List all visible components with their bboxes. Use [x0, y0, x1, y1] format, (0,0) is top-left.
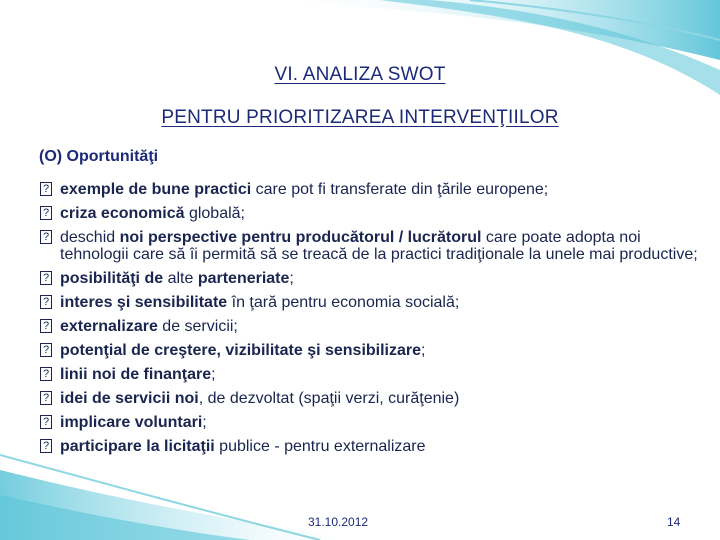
bullet-text-bold: noi perspective pentru producătorul / lucrătorul	[119, 229, 482, 246]
bullet-text: , de dezvoltat (spaţii verzi, curăţenie)	[198, 390, 460, 407]
bullet-text: globală;	[184, 205, 245, 222]
missing-glyph-bullet-icon	[40, 415, 52, 429]
missing-glyph-bullet-icon	[40, 391, 52, 405]
bullet-text-bold: idei de servicii noi	[60, 390, 199, 407]
slide-title: VI. ANALIZA SWOT	[274, 64, 446, 85]
missing-glyph-bullet-icon	[40, 343, 52, 357]
bullet-text-bold: externalizare	[60, 318, 158, 335]
bullet-text: deschid	[60, 229, 120, 246]
section-heading: (O) Oportunităţi	[39, 148, 159, 165]
bullet-item	[40, 205, 700, 222]
bullet-text-bold: participare la licitaţii	[60, 438, 215, 455]
bullet-text: ;	[289, 270, 294, 287]
bullet-item	[40, 414, 700, 431]
missing-glyph-bullet-icon	[40, 271, 52, 285]
bullet-text-bold: implicare voluntari	[60, 414, 203, 431]
bullet-text-bold: parteneriate	[197, 270, 290, 287]
bullet-text: alte	[163, 270, 198, 287]
bullet-text: care poate adopta noi tehnologii care să îi permită să se treacă de la practici tradiţionale la unele mai productive;	[60, 229, 698, 263]
page-number: 14	[667, 515, 681, 529]
bullet-item	[40, 318, 700, 335]
missing-glyph-bullet-icon	[40, 182, 52, 196]
footer-date: 31.10.2012	[308, 515, 369, 529]
bullet-item	[40, 366, 700, 383]
bullet-text: în ţară pentru economia socială;	[227, 294, 460, 311]
bullet-item	[40, 270, 700, 287]
bullet-item	[40, 342, 700, 359]
bullet-text-bold: posibilităţi de	[60, 270, 164, 287]
bullet-list	[40, 181, 700, 462]
bullet-item	[40, 229, 700, 263]
bullet-item	[40, 294, 700, 311]
bullet-text: care pot fi transferate din ţările europene;	[251, 181, 549, 198]
bullet-item	[40, 390, 700, 407]
bullet-text: de servicii;	[157, 318, 238, 335]
bullet-text-bold: exemple de bune practici	[60, 181, 252, 198]
bullet-text-bold: interes şi sensibilitate	[60, 294, 228, 311]
bullet-text: ;	[421, 342, 426, 359]
bullet-text-bold: criza economică	[60, 205, 185, 222]
bullet-text: ;	[202, 414, 207, 431]
missing-glyph-bullet-icon	[40, 230, 52, 244]
missing-glyph-bullet-icon	[40, 206, 52, 220]
bullet-text-bold: linii noi de finanţare	[60, 366, 212, 383]
missing-glyph-bullet-icon	[40, 439, 52, 453]
missing-glyph-bullet-icon	[40, 319, 52, 333]
bullet-text: publice - pentru externalizare	[214, 438, 426, 455]
missing-glyph-bullet-icon	[40, 367, 52, 381]
missing-glyph-bullet-icon	[40, 295, 52, 309]
bullet-item	[40, 181, 700, 198]
slide-subtitle: PENTRU PRIORITIZAREA INTERVENŢIILOR	[161, 107, 559, 128]
bullet-text-bold: potenţial de creştere, vizibilitate şi sensibilizare	[60, 342, 422, 359]
bullet-text: ;	[211, 366, 216, 383]
bullet-item	[40, 438, 700, 455]
